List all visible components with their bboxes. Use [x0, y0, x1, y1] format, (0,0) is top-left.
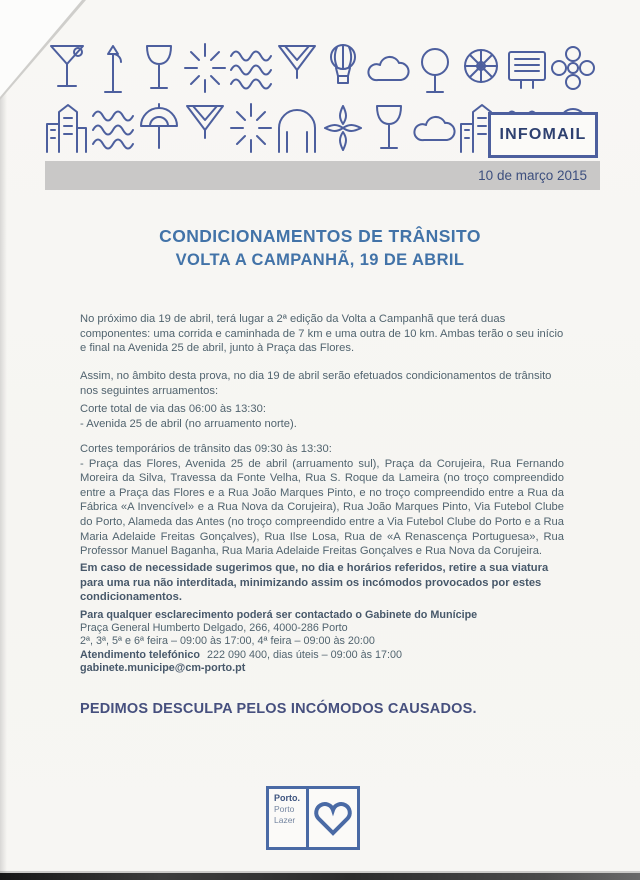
section-total-closure: [80, 402, 564, 431]
title-line-1: CONDICIONAMENTOS DE TRÂNSITO: [159, 226, 481, 246]
heart-icon: [313, 798, 353, 838]
logo-line-1: Porto.: [274, 793, 300, 803]
contact-hours: 2ª, 3ª, 5ª e 6ª feira – 09:00 às 17:00, 4ª feira – 09:00 às 20:00: [80, 635, 375, 648]
contact-block: [80, 609, 564, 675]
total-closure-heading: Corte total de via das 06:00 às 13:30:: [80, 403, 266, 415]
title-line-2: VOLTA A CAMPANHÃ, 19 DE ABRIL: [175, 250, 465, 269]
section-temporary-closure: [80, 442, 564, 559]
scan-bottom-edge: [0, 873, 640, 880]
temporary-closure-item: - Praça das Flores, Avenida 25 de abril (arruamento sul), Praça da Corujeira, Rua Fernando Moreira da Silva, Travessa da Fonte Velha, Rua S. Roque da Lameira (no troço compreendido entre a Praça das Flores e a Rua João Marques Pinto, e no troço compreendido entre a Rua da Fábrica «A Invencível» e a Rua Nova da Corujeira), Rua João Marques Pinto, Via Futebol Clube do Porto, Alameda das Antes (no troço compreendido entre a Via Futebol Clube do Porto e a Rua Maria Adelaide Freitas Gonçalves), Rua Ilse Losa, Rua de «A Renascença Portuguesa», Rua Professor Manuel Baganha, Rua Maria Adelaide Freitas Gonçalves e Rua Nova da Corujeira.: [80, 457, 564, 558]
logo-text: [269, 789, 306, 847]
porto-lazer-logo: [266, 786, 360, 850]
logo-line-2: Porto: [274, 804, 295, 814]
infomail-label: INFOMAIL: [499, 126, 587, 143]
paragraph-scope: Assim, no âmbito desta prova, no dia 19 de abril serão efetuados condicionamentos de trânsito nos seguintes arruamentos:: [80, 370, 552, 397]
temporary-closure-heading: Cortes temporários de trânsito das 09:30 às 13:30:: [80, 443, 332, 455]
logo-heart-cell: [306, 789, 357, 847]
contact-phone-line: [80, 649, 564, 662]
paragraph-intro: No próximo dia 19 de abril, terá lugar a 2ª edição da Volta a Campanhã que terá duas componentes: uma corrida e caminhada de 7 km e uma outra de 10 km. Ambas terão o seu início e final na Avenida 25 de abril, junto à Praça das Flores.: [80, 313, 564, 355]
closing-statement: PEDIMOS DESCULPA PELOS INCÓMODOS CAUSADOS.: [80, 701, 477, 717]
scan-left-edge: [0, 0, 7, 880]
paragraph-advisory: Em caso de necessidade sugerimos que, no dia e horários referidos, retire a sua viatura para uma rua não interditada, minimizando assim os incómodos provocados por estes condicionamentos.: [80, 562, 549, 604]
page-corner-fold: [0, 0, 82, 97]
page-title: [0, 224, 640, 272]
contact-phone-details: 222 090 400, dias úteis – 09:00 às 17:00: [206, 648, 403, 661]
document-date: 10 de março 2015: [478, 168, 587, 183]
contact-phone-label: Atendimento telefónico: [80, 648, 200, 661]
date-bar: [45, 161, 600, 190]
contact-address: Praça General Humberto Delgado, 266, 4000-286 Porto: [80, 622, 348, 635]
contact-heading: Para qualquer esclarecimento poderá ser contactado o Gabinete do Munícipe: [80, 609, 478, 621]
logo-line-3: Lazer: [274, 814, 296, 825]
total-closure-item: - Avenida 25 de abril (no arruamento norte).: [80, 417, 297, 430]
infomail-badge: [488, 112, 598, 158]
contact-email: gabinete.municipe@cm-porto.pt: [80, 661, 246, 674]
